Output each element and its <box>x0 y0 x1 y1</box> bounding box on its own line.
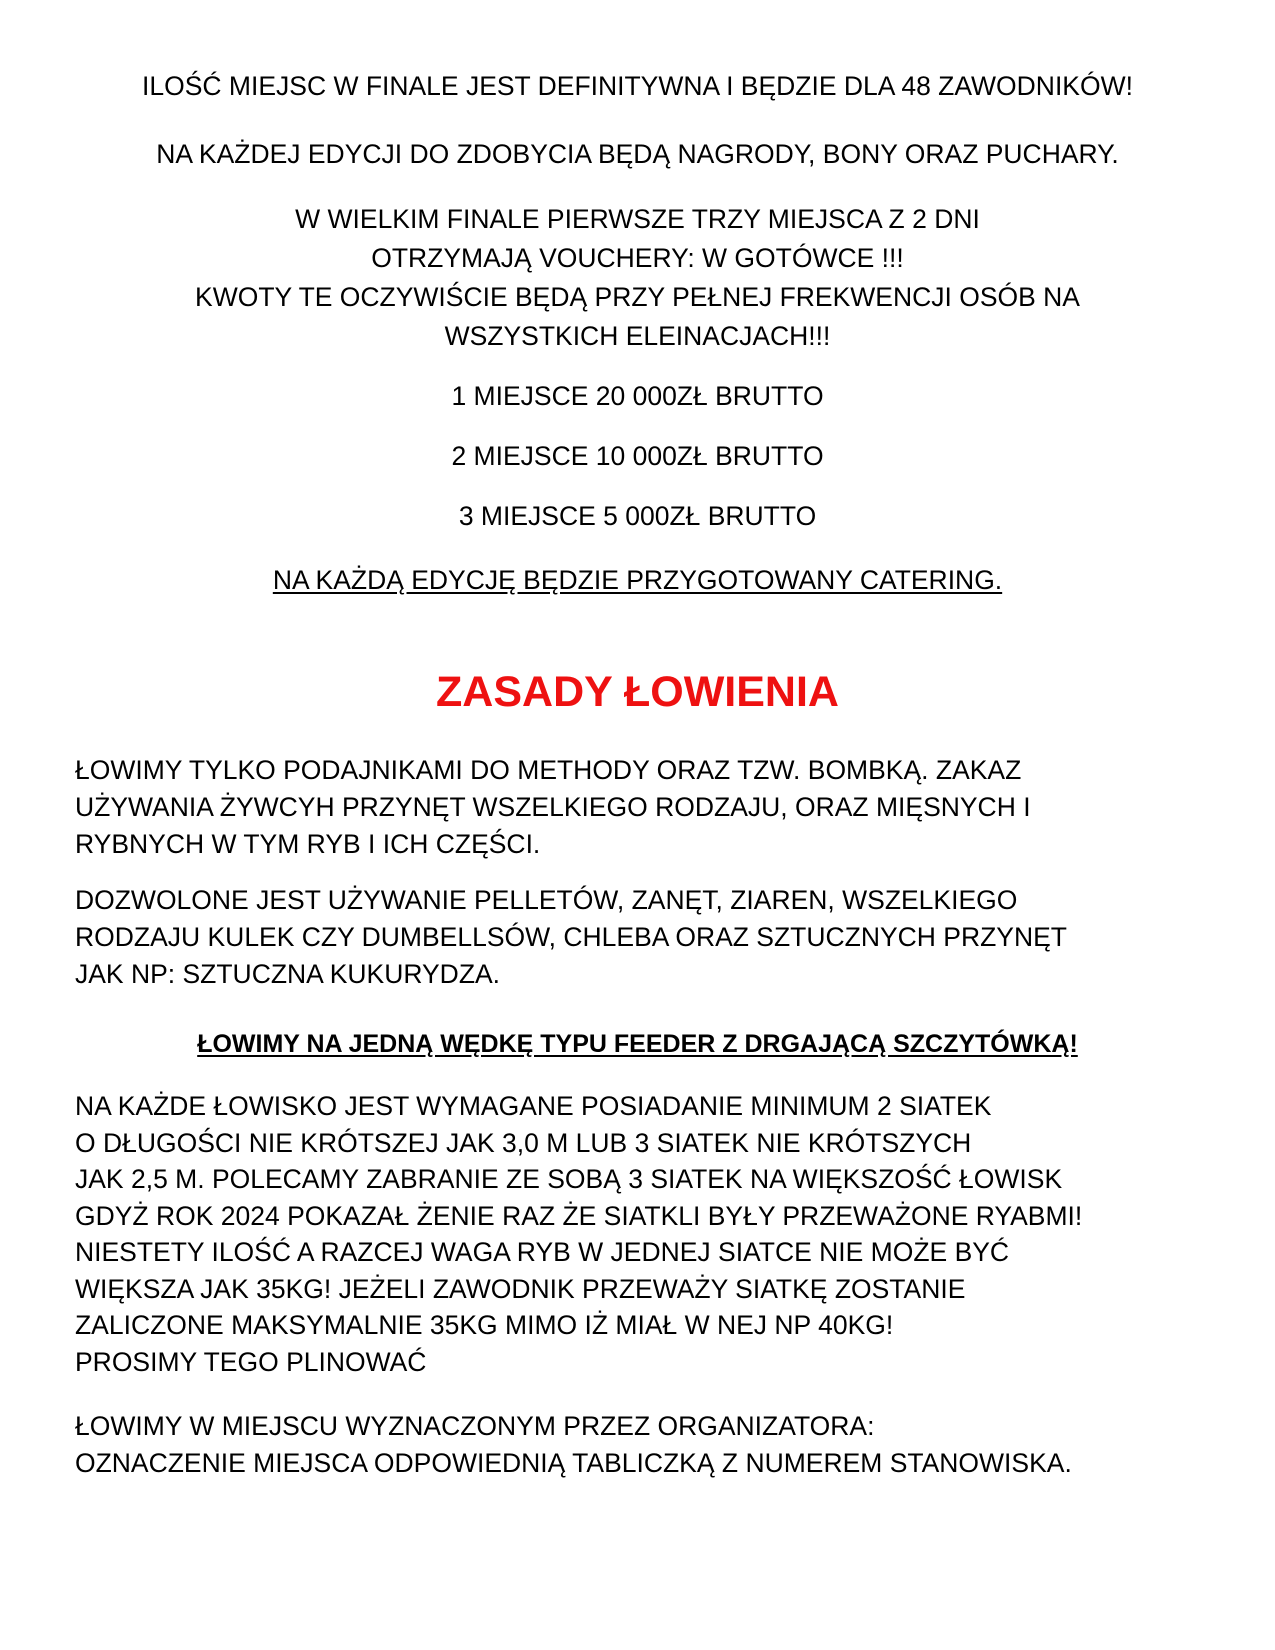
methods-line: RYBNYCH W TYM RYB I ICH CZĘŚCI. <box>75 829 541 859</box>
fishing-place-line: ŁOWIMY W MIEJSCU WYZNACZONYM PRZEZ ORGANIZATORA: <box>75 1411 875 1441</box>
nets-line: NA KAŻDE ŁOWISKO JEST WYMAGANE POSIADANIE MINIMUM 2 SIATEK <box>75 1091 992 1121</box>
fishing-place-paragraph <box>75 1408 1225 1482</box>
catering-text: NA KAŻDĄ EDYCJĘ BĘDZIE PRZYGOTOWANY CATERING. <box>272 565 1003 595</box>
fishing-rules-heading: ZASADY ŁOWIENIA <box>436 668 839 716</box>
finals-seats-note: ILOŚĆ MIEJSC W FINALE JEST DEFINITYWNA I BĘDZIE DLA 48 ZAWODNIKÓW! <box>142 71 1133 101</box>
feeder-rule-text: ŁOWIMY NA JEDNĄ WĘDKĘ TYPU FEEDER Z DRGAJĄCĄ SZCZYTÓWKĄ! <box>197 1030 1078 1058</box>
nets-line: WIĘKSZA JAK 35KG! JEŻELI ZAWODNIK PRZEWAŻY SIATKĘ ZOSTANIE <box>75 1273 966 1304</box>
edition-prizes-note: NA KAŻDEJ EDYCJI DO ZDOBYCIA BĘDĄ NAGRODY, BONY ORAZ PUCHARY. <box>156 139 1119 169</box>
methods-paragraph <box>75 752 1225 863</box>
methods-line: ŁOWIMY TYLKO PODAJNIKAMI DO METHODY ORAZ TZW. BOMBKĄ. ZAKAZ <box>75 755 1022 785</box>
allowed-baits-line: DOZWOLONE JEST UŻYWANIE PELLETÓW, ZANĘT, ZIAREN, WSZELKIEGO <box>75 885 1018 915</box>
catering-note <box>0 560 1275 600</box>
nets-line: ZALICZONE MAKSYMALNIE 35KG MIMO IŻ MIAŁ W NEJ NP 40KG! <box>75 1310 894 1340</box>
prize-first-place: 1 MIEJSCE 20 000ZŁ BRUTTO <box>451 381 824 411</box>
prize-third-place: 3 MIEJSCE 5 000ZŁ BRUTTO <box>458 501 817 531</box>
grand-final-line: OTRZYMAJĄ VOUCHERY: W GOTÓWCE !!! <box>371 243 904 273</box>
allowed-baits-line: JAK NP: SZTUCZNA KUKURYDZA. <box>75 959 501 989</box>
feeder-rule <box>0 1024 1275 1064</box>
grand-final-line: WSZYSTKICH ELEINACJACH!!! <box>444 321 831 351</box>
allowed-baits-line: RODZAJU KULEK CZY DUMBELLSÓW, CHLEBA ORAZ SZTUCZNYCH PRZYNĘT <box>75 922 1067 952</box>
nets-line: O DŁUGOŚCI NIE KRÓTSZEJ JAK 3,0 M LUB 3 SIATEK NIE KRÓTSZYCH <box>75 1127 972 1158</box>
fishing-place-line: OZNACZENIE MIEJSCA ODPOWIEDNIĄ TABLICZKĄ Z NUMEREM STANOWISKA. <box>75 1448 1072 1478</box>
nets-line: GDYŻ ROK 2024 POKAZAŁ ŻENIE RAZ ŻE SIATKLI BYŁY PRZEWAŻONE RYABMI! <box>75 1200 1083 1231</box>
nets-line: JAK 2,5 M. POLECAMY ZABRANIE ZE SOBĄ 3 SIATEK NA WIĘKSZOŚĆ ŁOWISK <box>75 1164 1063 1194</box>
grand-final-line: W WIELKIM FINALE PIERWSZE TRZY MIEJSCA Z 2 DNI <box>295 204 980 234</box>
grand-final-note <box>0 200 1275 356</box>
nets-line: PROSIMY TEGO PLINOWAĆ <box>75 1346 427 1377</box>
nets-paragraph <box>75 1088 1225 1380</box>
grand-final-line: KWOTY TE OCZYWIŚCIE BĘDĄ PRZY PEŁNEJ FREKWENCJI OSÓB NA <box>195 282 1080 312</box>
methods-line: UŻYWANIA ŻYWCYH PRZYNĘT WSZELKIEGO RODZAJU, ORAZ MIĘSNYCH I <box>75 792 1031 822</box>
nets-line: NIESTETY ILOŚĆ A RAZCEJ WAGA RYB W JEDNEJ SIATCE NIE MOŻE BYĆ <box>75 1237 1010 1267</box>
prize-second-place: 2 MIEJSCE 10 000ZŁ BRUTTO <box>451 441 824 471</box>
allowed-baits-paragraph <box>75 882 1225 993</box>
